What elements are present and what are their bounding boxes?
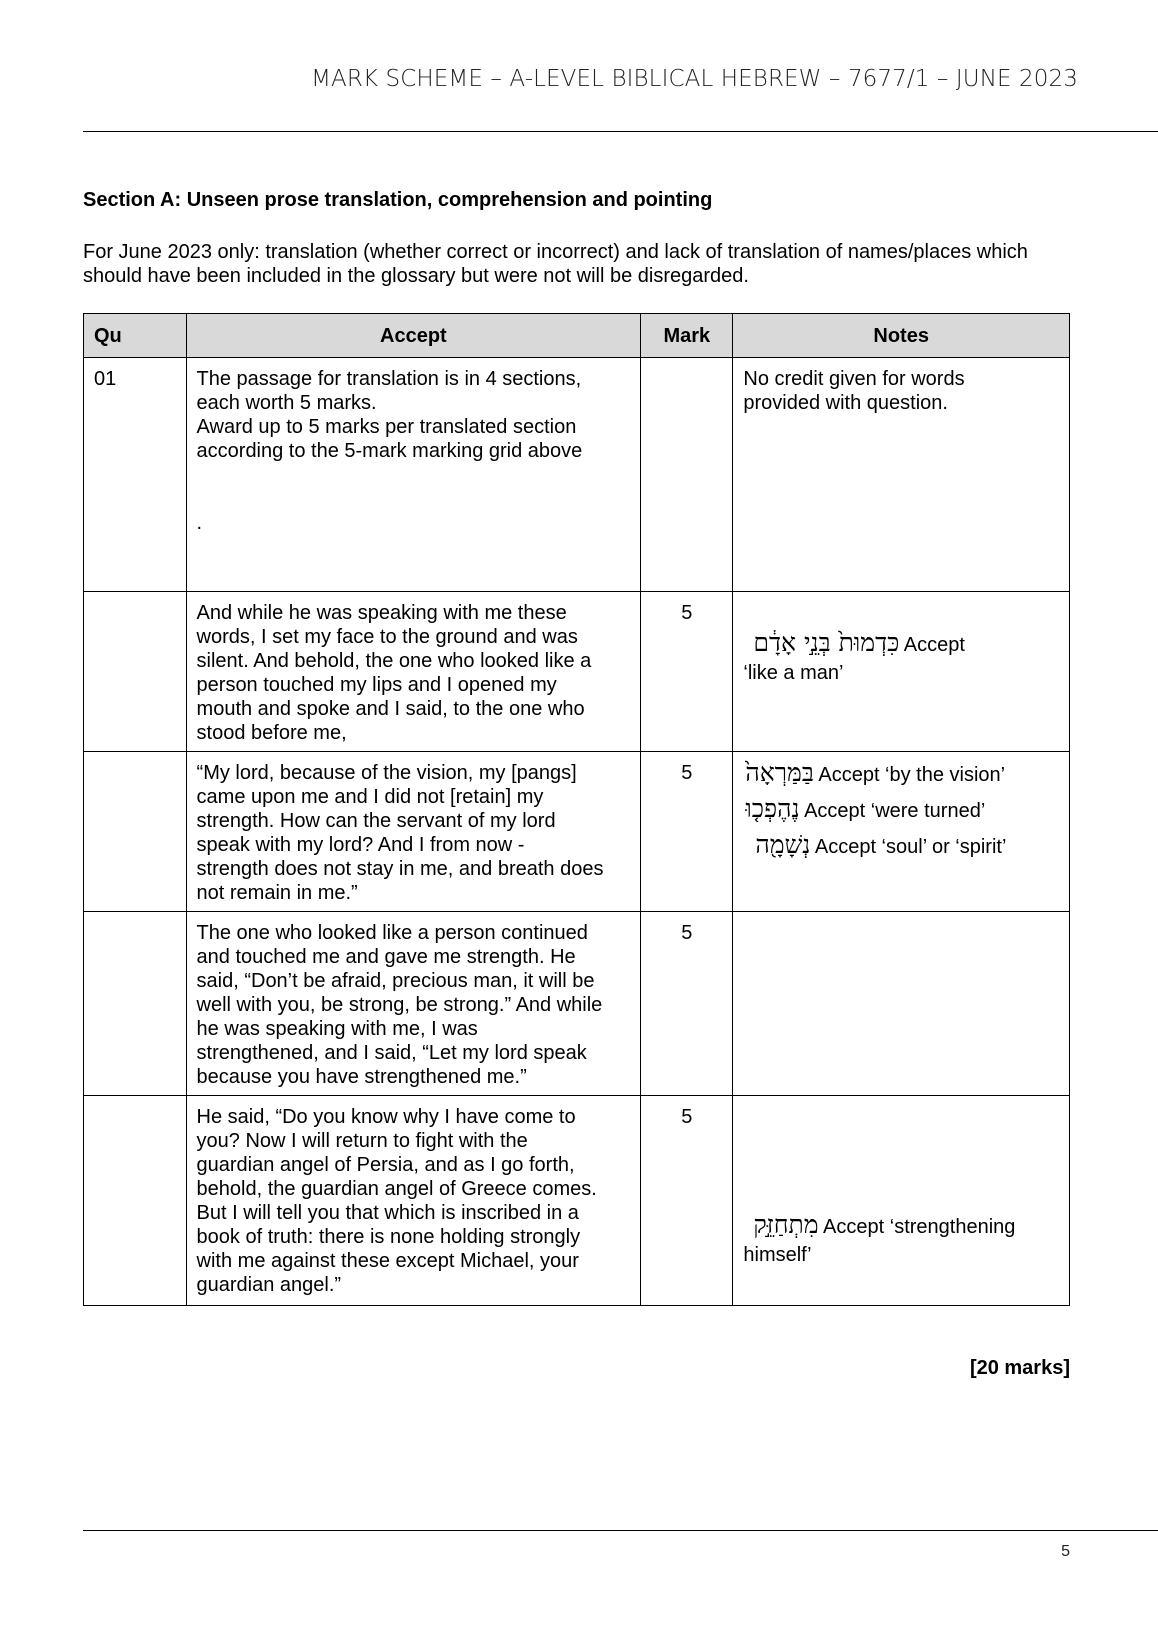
accept-line: strength does not stay in me, and breath does xyxy=(196,858,604,880)
notes-cell xyxy=(733,592,1070,752)
page-number: 5 xyxy=(1061,1543,1070,1560)
note-text: Accept ‘soul’ or ‘spirit’ xyxy=(814,836,1007,858)
accept-line: each worth 5 marks. xyxy=(196,392,377,414)
accept-line: strength. How can the servant of my lord xyxy=(196,810,556,832)
total-marks: [20 marks] xyxy=(969,1357,1070,1379)
accept-line: well with you, be strong, be strong.” And while xyxy=(196,994,603,1016)
qu-cell xyxy=(84,752,187,912)
accept-cell xyxy=(186,752,641,912)
mark-scheme-table xyxy=(83,313,1070,1306)
note-hebrew-line xyxy=(743,794,1059,823)
accept-line: he was speaking with me, I was xyxy=(196,1018,478,1040)
accept-line: not remain in me.” xyxy=(196,882,358,904)
accept-line: book of truth: there is none holding strongly xyxy=(196,1226,581,1248)
accept-line: you? Now I will return to fight with the xyxy=(196,1130,528,1152)
note-hebrew-line xyxy=(743,758,1059,787)
accept-line: and touched me and gave me strength. He xyxy=(196,946,576,968)
accept-line: strengthened, and I said, “Let my lord speak xyxy=(196,1042,587,1064)
accept-line: The one who looked like a person continued xyxy=(196,922,588,944)
note-line: provided with question. xyxy=(743,392,948,414)
note-text-continued: himself’ xyxy=(743,1244,812,1266)
footer-divider xyxy=(83,1530,1158,1531)
note-hebrew-line xyxy=(743,628,1059,657)
notes-cell xyxy=(733,358,1070,592)
accept-line: words, I set my face to the ground and was xyxy=(196,626,578,648)
accept-cell xyxy=(186,592,641,752)
table-row xyxy=(84,592,1070,752)
accept-line: came upon me and I did not [retain] my xyxy=(196,786,544,808)
note-text-continued: ‘like a man’ xyxy=(743,662,844,684)
accept-line: silent. And behold, the one who looked like a xyxy=(196,650,592,672)
mark-cell: 5 xyxy=(641,752,733,912)
accept-line: person touched my lips and I opened my xyxy=(196,674,557,696)
table-row xyxy=(84,912,1070,1096)
header-qu: Qu xyxy=(84,314,187,358)
mark-cell xyxy=(641,358,733,592)
note-hebrew-line xyxy=(743,1210,1059,1239)
accept-line: mouth and spoke and I said, to the one who xyxy=(196,698,585,720)
header-divider xyxy=(83,131,1158,132)
hebrew-term: נֶהֶפְכ֤וּ xyxy=(745,794,800,823)
accept-line: said, “Don’t be afraid, precious man, it will be xyxy=(196,970,595,992)
qu-cell xyxy=(84,1096,187,1306)
table-row xyxy=(84,1096,1070,1306)
hebrew-term: מִתְחַזֵּ֣ק xyxy=(753,1210,819,1239)
mark-cell: 5 xyxy=(641,912,733,1096)
header-mark: Mark xyxy=(641,314,733,358)
accept-line: And while he was speaking with me these xyxy=(196,602,567,624)
accept-line: with me against these except Michael, your xyxy=(196,1250,579,1272)
table-row xyxy=(84,752,1070,912)
accept-cell xyxy=(186,912,641,1096)
accept-line: guardian angel of Persia, and as I go forth, xyxy=(196,1154,575,1176)
notes-cell xyxy=(733,912,1070,1096)
table-header-row xyxy=(84,314,1070,358)
note-text: Accept ‘by the vision’ xyxy=(818,764,1006,786)
qu-cell xyxy=(84,592,187,752)
hebrew-term: כִּדְמוּת֙ בְּנֵ֣י אָדָ֔ם xyxy=(753,628,900,657)
section-heading: Section A: Unseen prose translation, comprehension and pointing xyxy=(83,189,713,211)
accept-line: speak with my lord? And I from now - xyxy=(196,834,525,856)
accept-line: Award up to 5 marks per translated section xyxy=(196,416,577,438)
accept-line: behold, the guardian angel of Greece comes. xyxy=(196,1178,597,1200)
accept-line: He said, “Do you know why I have come to xyxy=(196,1106,576,1128)
mark-cell: 5 xyxy=(641,592,733,752)
accept-line: But I will tell you that which is inscribed in a xyxy=(196,1202,579,1224)
accept-trailing-dot: . xyxy=(196,512,203,534)
notes-cell xyxy=(733,1096,1070,1306)
qu-cell xyxy=(84,912,187,1096)
hebrew-term: נְשָׁמָ֖ה xyxy=(755,830,811,859)
accept-line: guardian angel.” xyxy=(196,1274,342,1296)
accept-cell xyxy=(186,358,641,592)
notes-cell xyxy=(733,752,1070,912)
accept-line: because you have strengthened me.” xyxy=(196,1066,527,1088)
note-text: Accept ‘strengthening xyxy=(823,1216,1016,1238)
accept-line: “My lord, because of the vision, my [pangs] xyxy=(196,762,577,784)
header-notes: Notes xyxy=(733,314,1070,358)
accept-line: The passage for translation is in 4 sections, xyxy=(196,368,582,390)
accept-line: stood before me, xyxy=(196,722,347,744)
hebrew-term: בַּמַּרְאָה֙ xyxy=(745,758,814,787)
page-header-title: MARK SCHEME – A-LEVEL BIBLICAL HEBREW – 7677/1 – JUNE 2023 xyxy=(311,66,1078,92)
header-accept: Accept xyxy=(186,314,641,358)
accept-line: according to the 5-mark marking grid above xyxy=(196,440,583,462)
table-row xyxy=(84,358,1070,592)
qu-cell: 01 xyxy=(84,358,187,592)
note-hebrew-line xyxy=(743,830,1059,859)
section-intro: For June 2023 only: translation (whether correct or incorrect) and lack of translation of names/places which should have been included in the glossary but were not will be disregarded. xyxy=(83,241,1028,287)
accept-cell xyxy=(186,1096,641,1306)
note-text: Accept ‘were turned’ xyxy=(804,800,986,822)
note-text: Accept xyxy=(903,634,965,656)
mark-cell: 5 xyxy=(641,1096,733,1306)
note-line: No credit given for words xyxy=(743,368,965,390)
